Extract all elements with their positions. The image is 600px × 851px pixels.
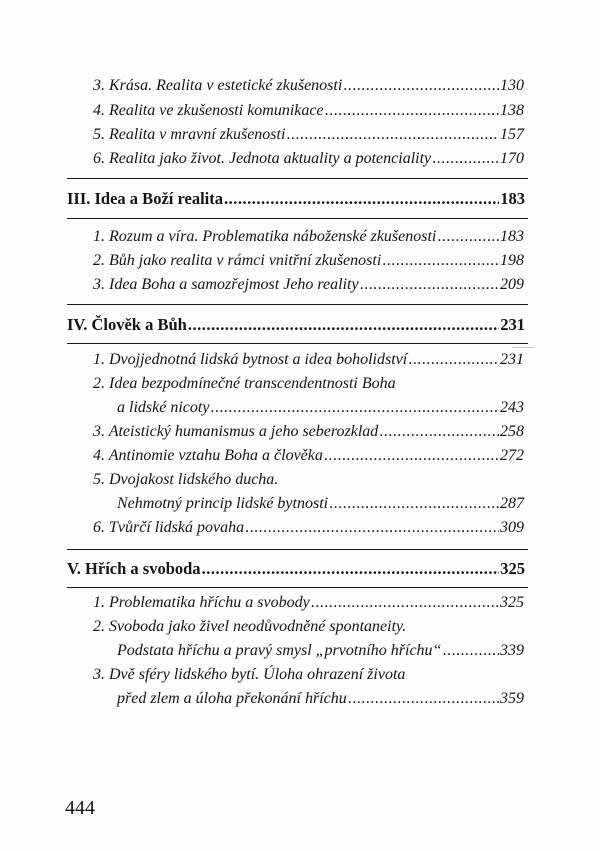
toc-entry xyxy=(93,227,524,249)
toc-chapter-page: 183 xyxy=(500,189,525,208)
toc-entry xyxy=(93,518,524,540)
toc-entry-title: 1. Rozum a víra. Problematika náboženské zkušenosti xyxy=(93,228,437,245)
toc-entry-page: 359 xyxy=(500,690,524,707)
toc-entry-title: 2. Idea bezpodmínečné transcendentnosti Boha xyxy=(93,375,396,392)
leader-dots xyxy=(202,559,500,579)
leader-dots xyxy=(224,189,499,209)
leader-dots xyxy=(432,149,499,169)
toc-entry-title: 3. Dvě sféry lidského bytí. Úloha ohrazení života xyxy=(93,666,406,683)
leader-dots xyxy=(311,593,499,613)
toc-entry-title: 6. Tvůrčí lidská povaha xyxy=(93,519,245,536)
leader-dots xyxy=(324,446,499,466)
toc-entry xyxy=(93,374,524,396)
toc-entry xyxy=(93,446,524,468)
toc-chapter xyxy=(67,315,525,337)
toc-entry xyxy=(93,125,524,147)
toc-entry-page: 170 xyxy=(500,150,524,167)
page-number: 444 xyxy=(65,797,95,819)
toc-entry xyxy=(93,275,524,297)
toc-entry-title: 3. Idea Boha a samozřejmost Jeho reality xyxy=(93,276,359,293)
section-divider xyxy=(67,587,528,588)
toc-entry xyxy=(93,350,524,372)
toc-entry-title: před zlem a úloha překonání hříchu xyxy=(117,690,347,707)
toc-chapter-page: 325 xyxy=(500,559,525,578)
toc-entry-page: 339 xyxy=(500,642,524,659)
toc-entry-title: a lidské nicoty xyxy=(117,399,210,416)
toc-entry-title: Podstata hříchu a pravý smysl „prvotního hříchu“ xyxy=(117,642,442,659)
toc-entry xyxy=(93,422,524,444)
toc-chapter xyxy=(67,559,525,581)
toc-entry-title: 6. Realita jako život. Jednota aktuality a potenciality xyxy=(93,150,432,167)
section-divider xyxy=(67,218,528,219)
toc-entry-title: 3. Krása. Realita v estetické zkušenosti xyxy=(93,77,343,94)
toc-chapter-title: IV. Člověk a Bůh xyxy=(67,315,187,334)
toc-entry-page: 198 xyxy=(500,252,524,269)
toc-chapter xyxy=(67,189,525,211)
toc-entry-title: 3. Ateistický humanismus a jeho seberozklad xyxy=(93,423,379,440)
toc-entry-title: Nehmotný princip lidské bytnosti xyxy=(117,495,329,512)
toc-entry-page: 183 xyxy=(500,228,524,245)
section-divider xyxy=(67,343,528,344)
paper-mark xyxy=(512,347,534,348)
toc-entry-title: 2. Bůh jako realita v rámci vnitřní zkušenosti xyxy=(93,252,382,269)
toc-entry-page: 243 xyxy=(500,399,524,416)
toc-entry-page: 138 xyxy=(500,102,524,119)
leader-dots xyxy=(210,398,499,418)
leader-dots xyxy=(188,315,499,335)
toc-entry-page: 209 xyxy=(500,276,524,293)
toc-entry xyxy=(93,76,524,98)
leader-dots xyxy=(348,689,499,709)
toc-entry-title: 5. Realita v mravní zkušenosti xyxy=(93,126,286,143)
leader-dots xyxy=(382,251,499,271)
toc-entry-title: 4. Realita ve zkušenosti komunikace xyxy=(93,102,324,119)
toc-entry-title: 2. Svoboda jako živel neodůvodněné spontaneity. xyxy=(93,618,407,635)
toc-entry xyxy=(93,251,524,273)
toc-entry xyxy=(93,149,524,171)
toc-entry-page: 325 xyxy=(500,594,524,611)
toc-entry-page: 130 xyxy=(500,77,524,94)
toc-entry xyxy=(93,665,524,687)
toc-chapter-title: V. Hřích a svoboda xyxy=(67,559,201,578)
toc-entry-continuation xyxy=(117,494,524,516)
toc-chapter-title: III. Idea a Boží realita xyxy=(67,189,223,208)
section-divider xyxy=(67,178,528,179)
leader-dots xyxy=(325,101,499,121)
leader-dots xyxy=(408,350,499,370)
leader-dots xyxy=(442,641,499,661)
toc-chapter-page: 231 xyxy=(500,315,525,334)
section-divider xyxy=(67,549,528,550)
toc-entry-title: 1. Dvojjednotná lidská bytnost a idea boholidství xyxy=(93,351,408,368)
toc-entry-continuation xyxy=(117,398,524,420)
leader-dots xyxy=(360,275,499,295)
toc-entry-continuation xyxy=(117,641,524,663)
leader-dots xyxy=(379,422,499,442)
toc-entry xyxy=(93,617,524,639)
leader-dots xyxy=(437,227,499,247)
leader-dots xyxy=(329,494,499,514)
toc-entry-title: 4. Antinomie vztahu Boha a člověka xyxy=(93,447,323,464)
toc-entry-title: 5. Dvojakost lidského ducha. xyxy=(93,471,279,488)
leader-dots xyxy=(245,518,499,538)
toc-entry-page: 287 xyxy=(500,495,524,512)
toc-entry xyxy=(93,470,524,492)
toc-entry-page: 272 xyxy=(500,447,524,464)
toc-entry-page: 231 xyxy=(500,351,524,368)
toc-entry-page: 309 xyxy=(500,519,524,536)
toc-entry-page: 258 xyxy=(500,423,524,440)
leader-dots xyxy=(343,76,499,96)
toc-entry-title: 1. Problematika hříchu a svobody xyxy=(93,594,310,611)
toc-entry xyxy=(93,593,524,615)
section-divider xyxy=(67,304,528,305)
leader-dots xyxy=(286,125,499,145)
toc-entry-page: 157 xyxy=(500,126,524,143)
toc-entry xyxy=(93,101,524,123)
toc-entry-continuation xyxy=(117,689,524,711)
